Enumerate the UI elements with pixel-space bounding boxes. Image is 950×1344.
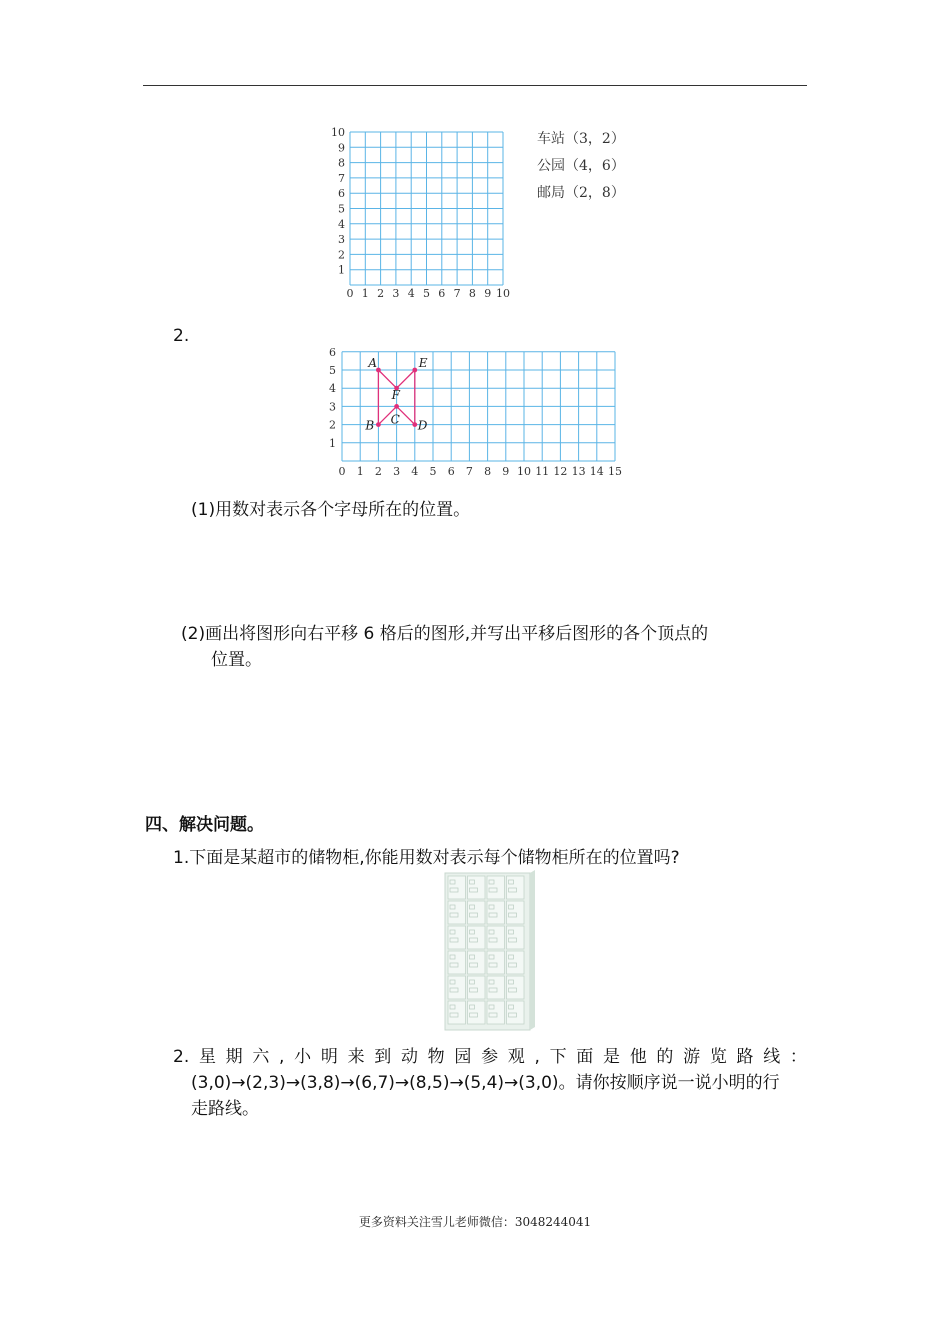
shape-point-C	[394, 404, 399, 409]
grid1-y-tick-label: 10	[331, 126, 345, 139]
locker-door	[487, 926, 505, 949]
grid2-x-tick-label: 8	[484, 465, 492, 478]
grid2-y-tick-label: 6	[329, 345, 336, 359]
question-2-char: 园	[454, 1047, 472, 1067]
locker-door	[507, 951, 525, 974]
question-2-char: 是	[603, 1047, 620, 1067]
grid2-x-tick-label: 11	[535, 465, 550, 478]
question-2-line-2: (3,0)→(2,3)→(3,8)→(6,7)→(8,5)→(5,4)→(3,0)。请你按顺序说一说小明的行	[191, 1073, 780, 1093]
grid2-x-tick-label: 13	[571, 465, 586, 478]
grid1-x-tick-label: 10	[496, 287, 510, 300]
shape-point-D	[412, 422, 417, 427]
grid2-x-tick-label: 3	[393, 465, 401, 478]
grid2-x-tick-label: 0	[338, 465, 346, 478]
question-2-char: 物	[427, 1047, 445, 1067]
grid2-x-tick-label: 9	[502, 465, 510, 478]
locker-door	[448, 976, 466, 999]
question-2-char: 2.	[173, 1047, 190, 1067]
shape-point-E	[412, 368, 417, 373]
coordinate-grid-1	[320, 120, 520, 305]
shape-point-label-A: A	[368, 356, 378, 370]
question-2-number: 2.	[173, 326, 190, 346]
grid2-y-tick-label: 5	[329, 364, 336, 377]
locker-door	[468, 951, 486, 974]
grid2-y-tick-label: 2	[329, 418, 336, 432]
grid1-x-tick-label: 3	[392, 287, 400, 300]
locker-illustration	[440, 870, 540, 1032]
grid1-x-tick-label: 7	[453, 287, 461, 300]
grid1-x-tick-label: 8	[468, 287, 476, 300]
grid1-x-tick-label: 0	[346, 287, 354, 300]
locker-door	[468, 876, 486, 899]
question-2-char: 星	[198, 1047, 216, 1067]
grid1-y-tick-label: 7	[338, 171, 345, 185]
question-2-char: 来	[347, 1047, 365, 1067]
section-4-title: 四、解决问题。	[145, 815, 264, 835]
grid2-x-tick-label: 5	[429, 465, 437, 478]
locker-door	[448, 926, 466, 949]
grid1-x-tick-label: 4	[407, 287, 415, 300]
grid1-x-tick-label: 1	[361, 287, 369, 300]
locker-door	[468, 1001, 486, 1024]
locker-door	[507, 926, 525, 949]
question-2-char: 览	[709, 1047, 727, 1067]
legend-post-office: 邮局（2，8）	[537, 185, 625, 201]
grid2-x-tick-label: 7	[465, 465, 473, 478]
question-2-char: ：	[789, 1047, 807, 1067]
locker-door	[507, 901, 525, 924]
question-2-part-2-line-2: 位置。	[211, 650, 262, 670]
locker-door	[468, 976, 486, 999]
locker-door	[448, 1001, 466, 1024]
question-2-char: 小	[294, 1047, 312, 1067]
locker-door	[448, 901, 466, 924]
section-4-question-1: 1.下面是某超市的储物柜,你能用数对表示每个储物柜所在的位置吗?	[173, 848, 680, 868]
locker-door	[487, 1001, 505, 1024]
top-rule	[143, 85, 807, 86]
grid1-y-tick-label: 6	[338, 187, 345, 201]
grid2-x-tick-label: 14	[589, 465, 604, 478]
locker-door	[468, 901, 486, 924]
grid1-x-tick-label: 5	[423, 287, 430, 300]
grid1-x-tick-label: 6	[438, 287, 446, 300]
locker-door	[507, 876, 525, 899]
locker-door	[487, 876, 505, 899]
grid1-y-tick-label: 2	[338, 248, 345, 262]
question-2-char: 面	[576, 1047, 594, 1067]
grid2-x-tick-label: 6	[447, 465, 455, 478]
locker-door	[507, 976, 525, 999]
grid1-y-tick-label: 4	[338, 217, 345, 231]
question-2-char: 参	[481, 1047, 499, 1067]
grid1-y-tick-label: 3	[338, 233, 345, 247]
question-2-char: 游	[683, 1047, 701, 1067]
section-4-question-2	[173, 1044, 807, 1070]
question-2-char: 的	[656, 1047, 674, 1067]
grid2-y-tick-label: 3	[329, 400, 336, 414]
grid1-y-tick-label: 1	[338, 263, 345, 277]
shape-point-label-B: B	[365, 418, 375, 433]
question-2-char: 下	[549, 1047, 567, 1067]
grid2-x-tick-label: 15	[608, 465, 622, 478]
locker-door	[448, 951, 466, 974]
shape-point-label-D: D	[417, 418, 428, 433]
shape-point-label-E: E	[418, 356, 428, 370]
question-2-line-3: 走路线。	[191, 1099, 259, 1119]
shape-edge-FE	[397, 370, 415, 388]
grid1-x-tick-label: 9	[484, 287, 492, 300]
grid2-x-tick-label: 1	[356, 465, 364, 478]
grid1-y-tick-label: 5	[338, 202, 345, 216]
locker-door	[487, 951, 505, 974]
grid2-y-tick-label: 4	[329, 382, 336, 396]
locker-side	[530, 870, 535, 1030]
shape-point-label-C: C	[390, 412, 400, 427]
grid2-x-tick-label: 4	[411, 465, 419, 478]
question-2-char: 六	[252, 1047, 270, 1067]
question-2-char: 到	[374, 1047, 392, 1067]
locker-door	[487, 976, 505, 999]
grid1-y-tick-label: 8	[338, 156, 345, 170]
location-legend	[537, 128, 625, 209]
grid1-x-tick-label: 2	[377, 287, 385, 300]
legend-park: 公园（4，6）	[537, 158, 625, 174]
question-2-char: 路	[736, 1047, 754, 1067]
question-2-char: 他	[629, 1047, 647, 1067]
shape-point-label-F: F	[391, 388, 400, 403]
locker-door	[448, 876, 466, 899]
grid2-y-tick-label: 1	[329, 436, 336, 450]
question-2-char: 观	[507, 1047, 525, 1067]
grid2-x-tick-label: 2	[374, 465, 382, 478]
question-2-line-1	[173, 1044, 807, 1070]
locker-door	[468, 926, 486, 949]
question-2-char: 明	[320, 1047, 338, 1067]
shape-point-B	[376, 422, 381, 427]
locker-door	[507, 1001, 525, 1024]
grid2-x-tick-label: 12	[553, 465, 568, 478]
coordinate-grid-2	[322, 344, 632, 484]
locker-door	[487, 901, 505, 924]
question-2-char: ,	[534, 1047, 540, 1067]
question-2-char: 动	[400, 1047, 418, 1067]
legend-station: 车站（3，2）	[537, 131, 625, 147]
grid1-y-tick-label: 9	[338, 141, 345, 155]
question-2-part-2-line-1: (2)画出将图形向右平移 6 格后的图形,并写出平移后图形的各个顶点的	[181, 624, 709, 644]
question-2-char: ,	[279, 1047, 285, 1067]
grid2-x-tick-label: 10	[517, 465, 531, 478]
footer-contact: 更多资料关注雪儿老师微信：3048244041	[358, 1215, 592, 1229]
question-2-char: 期	[225, 1047, 243, 1067]
question-2-part-1: (1)用数对表示各个字母所在的位置。	[191, 500, 471, 520]
question-2-char: 线	[763, 1047, 781, 1067]
shape-edge-AF	[378, 370, 396, 388]
